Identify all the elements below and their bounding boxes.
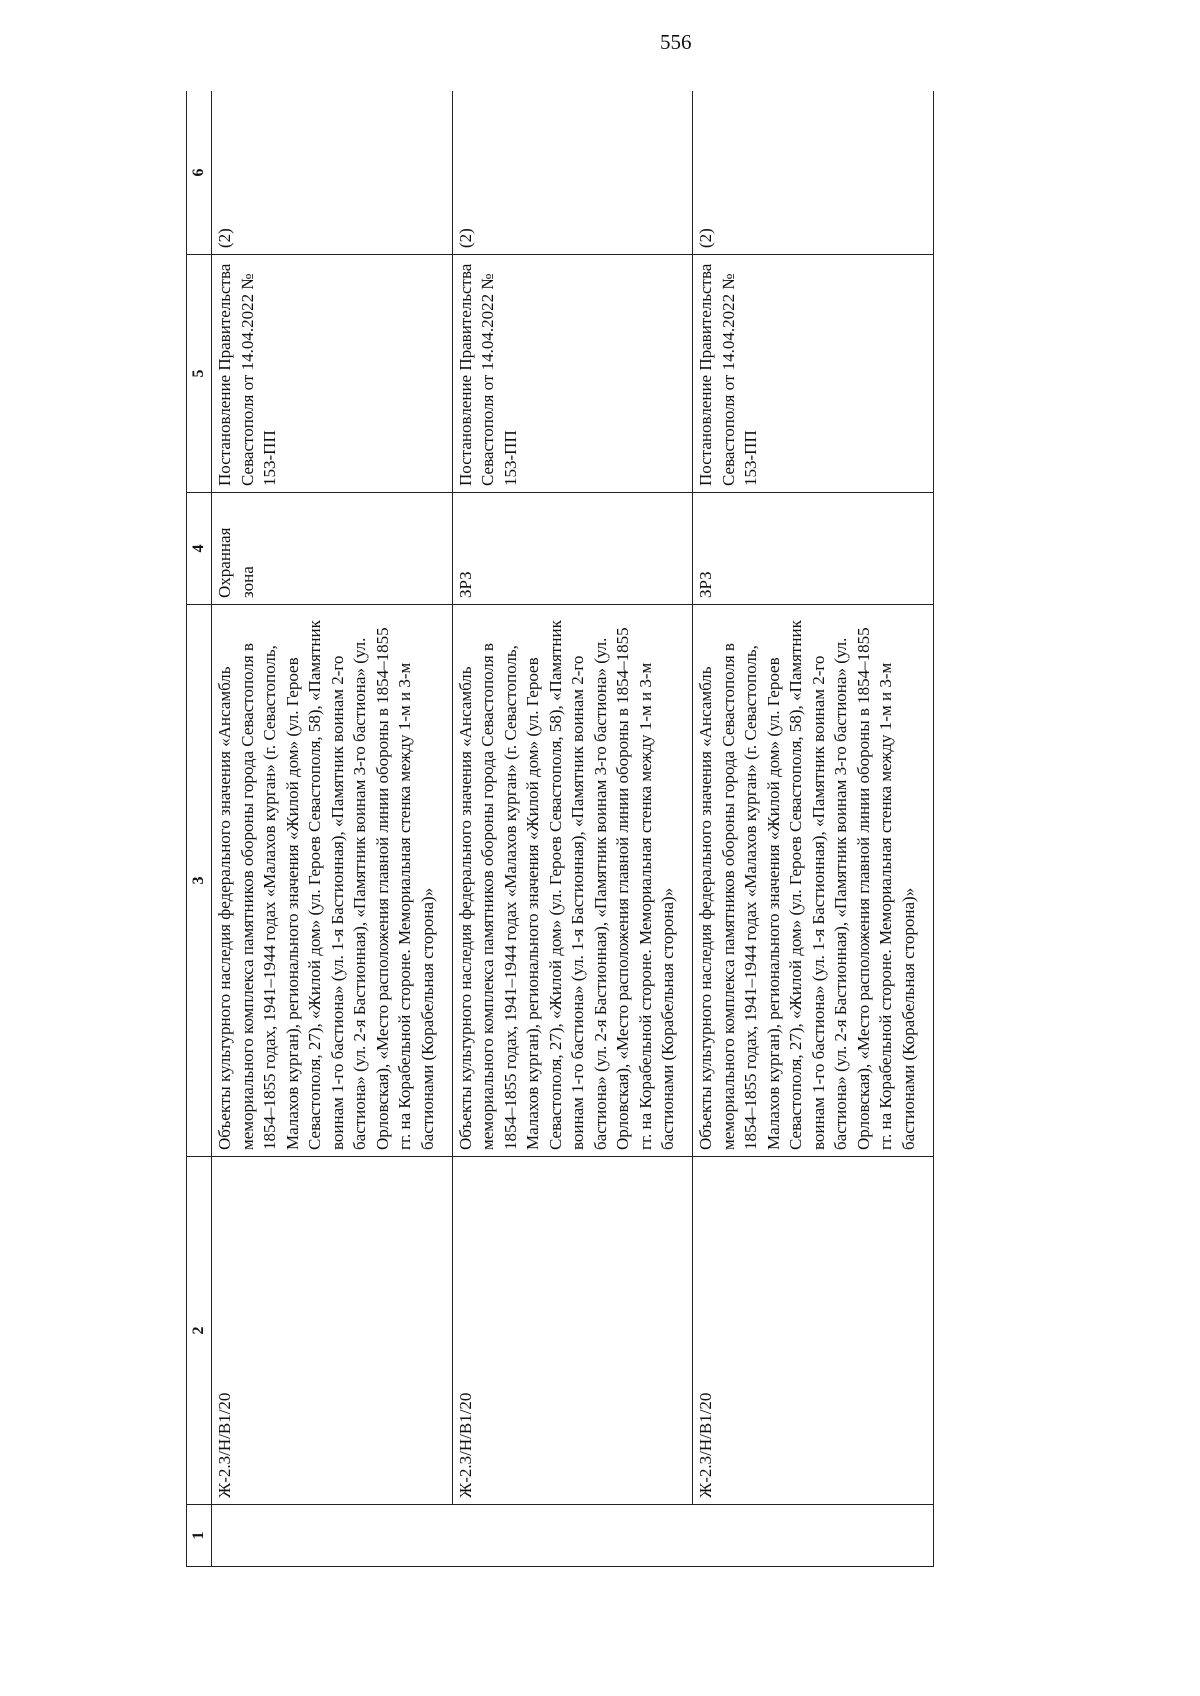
zone-type-cell: ЗРЗ — [452, 493, 693, 605]
regulation-cell: Постановление Правительства Севастополя от 14.04.2022 № 153-ПП — [693, 255, 934, 493]
table-row — [212, 91, 453, 1567]
zone-code-cell: Ж-2.3/Н/В1/20 — [693, 1157, 934, 1505]
page-number: 556 — [660, 30, 692, 54]
regulation-cell: Постановление Правительства Севастополя от 14.04.2022 № 153-ПП — [212, 255, 453, 493]
zone-type-cell: Охранная зона — [212, 493, 453, 605]
column-header-6: 6 — [187, 91, 212, 255]
note-cell: (2) — [212, 91, 453, 255]
column-header-1: 1 — [187, 1505, 212, 1567]
heritage-object-cell: Объекты культурного наследия федерального значения «Ансамбль мемориального комплекса памятников обороны города Севастополя в 1854–1855 годах, 1941–1944 годах «Малахов курган» (г. Севастополь, Малахов курган), регионального значения «Жилой дом» (ул. Героев Севастополя, 27), «Жилой дом» (ул. Героев Севастополя, 58), «Памятник воинам 1-го бастиона» (ул. 1-я Бастионная), «Памятник воинам 2-го бастиона» (ул. 2-я Бастионная), «Памятник воинам 3-го бастиона» (ул. Орловская), «Место расположения главной линии обороны в 1854–1855 гг. на Корабельной стороне. Мемориальная стенка между 1-м и 3-м бастионами (Корабельная сторона)» — [452, 605, 693, 1157]
rotated-table-content — [186, 91, 934, 1567]
column-header-4: 4 — [187, 493, 212, 605]
merged-number-cell — [212, 1505, 934, 1567]
column-header-2: 2 — [187, 1157, 212, 1505]
note-cell: (2) — [693, 91, 934, 255]
heritage-object-cell: Объекты культурного наследия федерального значения «Ансамбль мемориального комплекса памятников обороны города Севастополя в 1854–1855 годах, 1941–1944 годах «Малахов курган» (г. Севастополь, Малахов курган), регионального значения «Жилой дом» (ул. Героев Севастополя, 27), «Жилой дом» (ул. Героев Севастополя, 58), «Памятник воинам 1-го бастиона» (ул. 1-я Бастионная), «Памятник воинам 2-го бастиона» (ул. 2-я Бастионная), «Памятник воинам 3-го бастиона» (ул. Орловская), «Место расположения главной линии обороны в 1854–1855 гг. на Корабельной стороне. Мемориальная стенка между 1-м и 3-м бастионами (Корабельная сторона)» — [693, 605, 934, 1157]
table-row — [452, 91, 693, 1567]
zone-code-cell: Ж-2.3/Н/В1/20 — [452, 1157, 693, 1505]
column-header-3: 3 — [187, 605, 212, 1157]
column-header-5: 5 — [187, 255, 212, 493]
document-table — [186, 91, 934, 1567]
table-row — [693, 91, 934, 1567]
note-cell: (2) — [452, 91, 693, 255]
heritage-object-cell: Объекты культурного наследия федерального значения «Ансамбль мемориального комплекса памятников обороны города Севастополя в 1854–1855 годах, 1941–1944 годах «Малахов курган» (г. Севастополь, Малахов курган), регионального значения «Жилой дом» (ул. Героев Севастополя, 27), «Жилой дом» (ул. Героев Севастополя, 58), «Памятник воинам 1-го бастиона» (ул. 1-я Бастионная), «Памятник воинам 2-го бастиона» (ул. 2-я Бастионная), «Памятник воинам 3-го бастиона» (ул. Орловская), «Место расположения главной линии обороны в 1854–1855 гг. на Корабельной стороне. Мемориальная стенка между 1-м и 3-м бастионами (Корабельная сторона)» — [212, 605, 453, 1157]
regulation-cell: Постановление Правительства Севастополя от 14.04.2022 № 153-ПП — [452, 255, 693, 493]
zone-code-cell: Ж-2.3/Н/В1/20 — [212, 1157, 453, 1505]
rotated-table-frame — [186, 91, 934, 1567]
table-header-row — [187, 91, 212, 1567]
zone-type-cell: ЗРЗ — [693, 493, 934, 605]
